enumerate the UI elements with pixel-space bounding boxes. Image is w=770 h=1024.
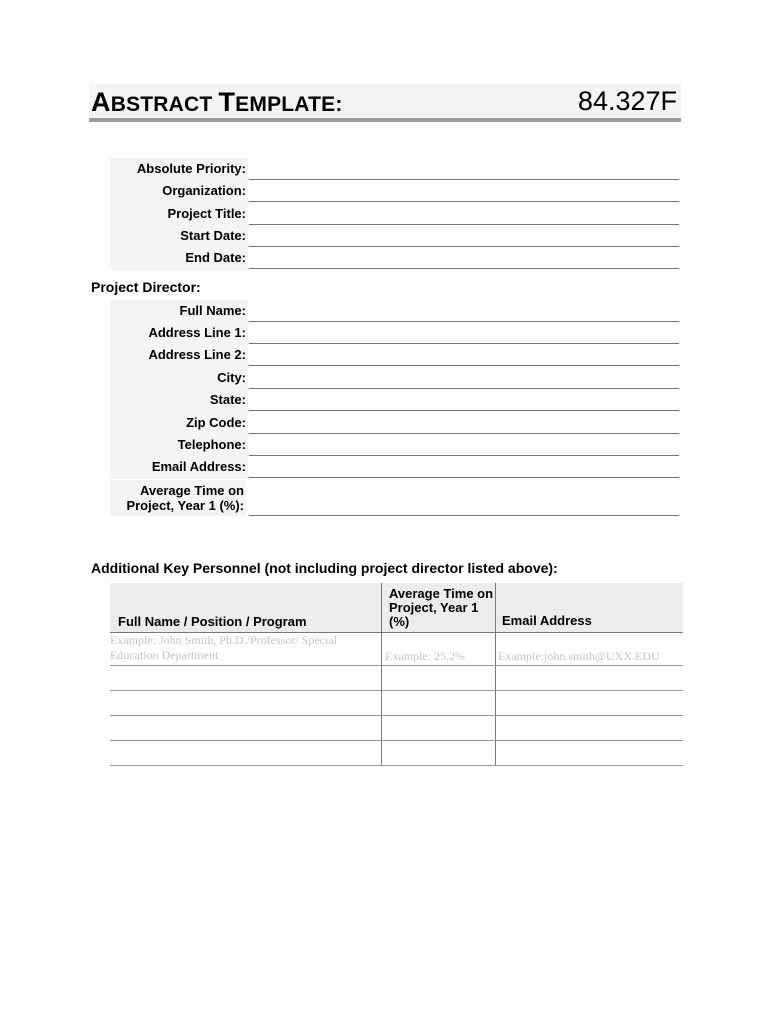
table-row [110, 716, 683, 741]
field-telephone [110, 434, 679, 456]
form-number: 84.327F [577, 86, 677, 116]
organization-input[interactable] [249, 179, 679, 202]
personnel-table [110, 583, 683, 766]
telephone-input[interactable] [249, 433, 679, 456]
project-director-heading: Project Director: [91, 279, 201, 295]
time-cell[interactable] [381, 716, 496, 740]
city-input[interactable] [249, 366, 679, 389]
example-email-cell[interactable]: Example:john.smith@UXX.EDU [498, 649, 660, 663]
field-label: Email Address: [110, 456, 248, 479]
time-cell[interactable] [381, 741, 496, 765]
email-cell[interactable] [495, 666, 683, 690]
column-header-name: Full Name / Position / Program [118, 614, 307, 629]
field-end-date [110, 247, 679, 269]
field-label: Zip Code: [110, 412, 248, 435]
table-row [110, 691, 683, 716]
email-cell[interactable] [495, 716, 683, 740]
field-label: Absolute Priority: [110, 158, 248, 181]
field-full-name [110, 300, 679, 322]
field-organization [110, 180, 679, 202]
field-email-address [110, 456, 679, 478]
field-label: Organization: [110, 180, 248, 203]
start-date-input[interactable] [249, 224, 679, 247]
time-cell[interactable] [381, 691, 496, 715]
email-cell[interactable] [495, 741, 683, 765]
table-row [110, 633, 683, 666]
table-row [110, 666, 683, 691]
zip-code-input[interactable] [249, 411, 679, 434]
absolute-priority-input[interactable] [249, 157, 679, 180]
example-time-cell[interactable]: Example: 25.2% [381, 633, 496, 665]
full-name-input[interactable] [249, 299, 679, 322]
personnel-heading: Additional Key Personnel (not including project director listed above): [91, 560, 558, 576]
field-label: Full Name: [110, 300, 248, 323]
header-bar [89, 84, 681, 122]
field-label: Telephone: [110, 434, 248, 457]
name-cell[interactable] [110, 691, 381, 715]
field-label: Address Line 1: [110, 322, 248, 345]
page-title: ABSTRACT TEMPLATE: [91, 87, 343, 117]
field-label: End Date: [110, 247, 248, 270]
average-time-input[interactable] [249, 479, 679, 516]
field-absolute-priority [110, 158, 679, 180]
field-average-time [110, 480, 679, 516]
field-label: Start Date: [110, 225, 248, 248]
email-address-input[interactable] [249, 455, 679, 478]
address-line-2-input[interactable] [249, 343, 679, 366]
field-label: Average Time on Project, Year 1 (%): [110, 480, 246, 516]
project-title-input[interactable] [249, 202, 679, 225]
name-cell[interactable] [110, 741, 381, 765]
table-header [110, 583, 683, 633]
example-name-cell[interactable]: Example: John Smith, Ph.D./Professor/ Special Education Department [110, 633, 337, 662]
field-address-line-2 [110, 344, 679, 366]
field-city [110, 367, 679, 389]
name-cell[interactable] [110, 666, 381, 690]
end-date-input[interactable] [249, 246, 679, 269]
column-header-time: Average Time on Project, Year 1 (%) [381, 583, 496, 632]
state-input[interactable] [249, 388, 679, 411]
name-cell[interactable] [110, 716, 381, 740]
field-address-line-1 [110, 322, 679, 344]
table-row [110, 741, 683, 766]
email-cell[interactable] [495, 691, 683, 715]
field-label: State: [110, 389, 248, 412]
field-label: Project Title: [110, 203, 248, 226]
field-zip-code [110, 412, 679, 434]
column-header-email: Email Address [502, 613, 592, 628]
field-label: City: [110, 367, 248, 390]
address-line-1-input[interactable] [249, 321, 679, 344]
field-state [110, 389, 679, 411]
field-project-title [110, 203, 679, 225]
time-cell[interactable] [381, 666, 496, 690]
field-label: Address Line 2: [110, 344, 248, 367]
field-start-date [110, 225, 679, 247]
